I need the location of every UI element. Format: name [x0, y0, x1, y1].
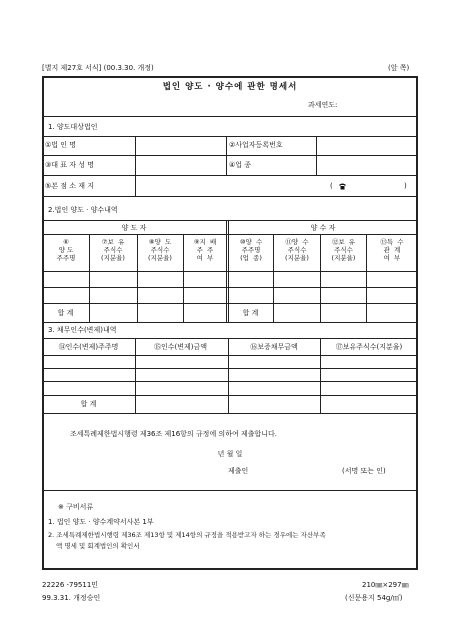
- divider: [42, 490, 418, 491]
- section2-title: 2.법인 양도 · 양수내역: [48, 206, 118, 214]
- table-row: [42, 395, 418, 396]
- section3-title: 3. 채무인수(변제)내역: [48, 326, 117, 334]
- section3-total: 합 계: [80, 400, 97, 408]
- section2-total-right: 합 계: [242, 309, 259, 317]
- phone-open: (: [330, 182, 333, 190]
- col-transfer-shares: ⑧양 도 주식수 (지분율): [148, 238, 172, 262]
- corp-name-label: ①법 인 명: [45, 141, 77, 149]
- transferor-group-label: 양 도 자: [121, 224, 147, 232]
- col-held-shares: ⑦보 유 주식수 (지분율): [101, 238, 125, 262]
- declaration-date: 년 월 일: [217, 450, 243, 458]
- divider: [226, 136, 227, 175]
- col-guarantee-amount: ⑯보증채무금액: [250, 343, 298, 351]
- signature-label: (서명 또는 인): [342, 467, 386, 475]
- page-side-label: (앞 쪽): [388, 64, 410, 72]
- footer-approval: 99.3.31. 개정승인: [42, 594, 101, 602]
- divider: [42, 355, 418, 356]
- attachment-item: 2. 조세특례제한법시행령 제36조 제13항 및 제14항의 규정을 적용받고자 하는 경우에는 자산부족: [48, 531, 326, 539]
- table-row: [42, 381, 418, 382]
- divider: [316, 136, 317, 175]
- footer-code: 22226 -79511민: [42, 581, 99, 589]
- divider: [228, 338, 229, 413]
- divider: [42, 136, 418, 137]
- attachment-item: 액 명세 및 회계법인의 확인서: [56, 542, 140, 550]
- tax-year-label: 과세연도:: [308, 101, 338, 109]
- table-row: [42, 303, 418, 304]
- attachments-title: ※ 구비서류: [58, 503, 94, 511]
- form-title: 법인 양도 · 양수에 관한 명세서: [162, 82, 298, 92]
- transferee-group-label: 양 수 자: [310, 224, 336, 232]
- divider: [320, 338, 321, 413]
- divider: [42, 338, 418, 339]
- col-debt-shareholder: ⑭인수(변제)주주명: [58, 343, 119, 351]
- col-acquirer-held-shares: ⑫보 유 주식수 (지분율): [331, 238, 356, 262]
- form-number: [별지 제27호 서식] (00.3.30. 개정): [42, 64, 154, 72]
- col-held-shares-ratio: ⑰보유주식수(지분율): [335, 343, 403, 351]
- telephone-icon: [338, 182, 347, 190]
- footer-paper-size: 210㎜×297㎜: [362, 581, 409, 589]
- divider: [42, 413, 418, 414]
- section1-title: 1. 양도대상법인: [48, 123, 98, 131]
- table-row: [42, 271, 418, 272]
- divider: [135, 136, 136, 196]
- business-reg-no-label: ②사업자등록번호: [229, 141, 283, 149]
- submitter-label: 제출인: [228, 467, 249, 475]
- divider: [42, 155, 418, 156]
- divider: [42, 175, 418, 176]
- declaration-text: 조세특례제한법시행령 제36조 제16항의 규정에 의하여 제출합니다.: [70, 430, 277, 438]
- col-transfer-shareholder: ⑥ 양 도 주주명: [56, 238, 76, 262]
- table-row: [42, 368, 418, 369]
- attachment-item: 1. 법인 양도 · 양수계약서사본 1부: [48, 518, 154, 526]
- divider: [42, 220, 418, 221]
- business-type-label: ④업 종: [229, 161, 252, 169]
- footer-paper-type: (신문용지 54g/㎡): [345, 594, 403, 602]
- head-office-label: ⑤본 점 소 재 지: [45, 182, 94, 190]
- col-controlling-shareholder: ⑨지 배 주 주 여 부: [193, 238, 217, 262]
- divider: [135, 338, 136, 413]
- col-special-relation: ⑬특 수 관 계 여 부: [380, 238, 404, 262]
- divider: [42, 234, 418, 235]
- col-debt-amount: ⑮인수(변제)금액: [153, 343, 208, 351]
- col-acquirer-name: ⑩양 수 주주명 (업 종): [239, 238, 263, 262]
- divider: [42, 116, 418, 117]
- representative-label: ③대 표 자 성 명: [45, 161, 94, 169]
- divider: [42, 322, 418, 323]
- form-frame: [42, 76, 418, 570]
- table-row: [42, 287, 418, 288]
- phone-close: ): [404, 182, 407, 190]
- divider: [42, 196, 418, 197]
- section2-total-left: 합 계: [57, 309, 74, 317]
- col-acquired-shares: ⑪양 수 주식수 (지분율): [285, 238, 309, 262]
